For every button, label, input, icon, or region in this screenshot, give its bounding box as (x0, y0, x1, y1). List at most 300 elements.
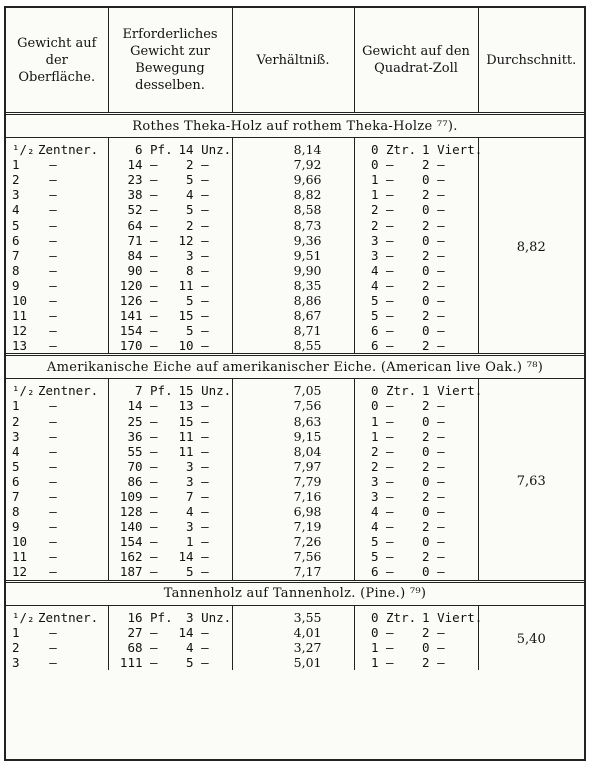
required-weight-cell (108, 278, 232, 293)
required-weight-cell (108, 293, 232, 308)
surface-weight-unit: — (49, 247, 57, 263)
ratio-cell: 7,56 (232, 398, 354, 413)
ounces-value: 15 (178, 413, 194, 429)
square-inch-weight-cell (354, 323, 478, 338)
surface-weight-unit: — (49, 187, 57, 203)
ounces-unit: — (201, 639, 209, 655)
surface-weight-number: 7 (12, 489, 20, 505)
square-inch-weight-cell (354, 489, 478, 504)
zentner-value: 4 (370, 277, 379, 293)
zentner-value: 5 (370, 308, 379, 324)
square-inch-weight-cell (354, 172, 478, 187)
required-weight-cell (108, 474, 232, 489)
square-inch-weight-cell (354, 429, 478, 444)
ounces-value: 2 (186, 157, 194, 173)
viertel-value: 2 (422, 428, 430, 444)
ratio-cell: 7,16 (232, 489, 354, 504)
surface-weight-number: 1 (12, 398, 20, 414)
required-weight-cell (108, 202, 232, 217)
ounces-unit: — (201, 247, 209, 263)
pounds-unit: — (150, 443, 158, 459)
surface-weight-cell (6, 263, 108, 278)
surface-weight-number: 10 (12, 292, 28, 308)
table-row (6, 379, 584, 399)
required-weight-cell (108, 138, 232, 158)
zentner-value: 2 (370, 443, 379, 459)
square-inch-weight-cell (354, 564, 478, 581)
table-row (6, 605, 584, 625)
ratio-cell: 4,01 (232, 625, 354, 640)
surface-weight-cell (6, 625, 108, 640)
zentner-unit: Ztr. (386, 142, 417, 158)
pounds-unit: — (150, 202, 158, 218)
pounds-value: 70 (127, 458, 143, 474)
surface-weight-cell (6, 429, 108, 444)
pounds-value: 128 (119, 504, 143, 520)
ounces-value: 7 (186, 489, 194, 505)
surface-weight-number: 1 (12, 624, 20, 640)
zentner-unit: — (386, 443, 394, 459)
required-weight-cell (108, 217, 232, 232)
square-inch-weight-cell (354, 549, 478, 564)
ratio-cell: 8,71 (232, 323, 354, 338)
viertel-value: 0 (422, 564, 430, 580)
zentner-unit: — (386, 247, 394, 263)
viertel-value: 2 (422, 549, 430, 565)
viertel-unit: — (437, 232, 445, 248)
ounces-value: 3 (186, 458, 194, 474)
surface-weight-number: 11 (12, 549, 28, 565)
surface-weight-cell (6, 564, 108, 581)
viertel-value: 2 (422, 624, 430, 640)
header-average: Durchschnitt. (478, 8, 584, 114)
ounces-value: 3 (186, 609, 194, 625)
square-inch-weight-cell (354, 605, 483, 625)
ounces-unit: — (201, 519, 209, 535)
ounces-unit: — (201, 232, 209, 248)
viertel-unit: — (437, 217, 445, 233)
zentner-unit: — (386, 413, 394, 429)
viertel-unit: — (437, 323, 445, 339)
viertel-unit: — (437, 262, 445, 278)
pounds-value: 14 (127, 157, 143, 173)
square-inch-weight-cell (354, 248, 478, 263)
zentner-value: 0 (370, 624, 379, 640)
required-weight-cell (108, 233, 232, 248)
square-inch-weight-cell (354, 308, 478, 323)
zentner-value: 3 (370, 473, 379, 489)
surface-weight-number: 10 (12, 534, 28, 550)
surface-weight-unit: — (49, 398, 57, 414)
viertel-value: 2 (422, 519, 430, 535)
ounces-unit: — (201, 292, 209, 308)
pounds-unit: — (150, 292, 158, 308)
ounces-value: 5 (186, 202, 194, 218)
pounds-unit: — (150, 564, 158, 580)
header-row (6, 8, 584, 114)
pounds-value: 7 (134, 383, 143, 399)
zentner-value: 1 (370, 413, 379, 429)
zentner-unit: — (386, 232, 394, 248)
zentner-value: 6 (370, 564, 379, 580)
surface-weight-unit: — (49, 473, 57, 489)
surface-weight-cell (6, 549, 108, 564)
surface-weight-cell (6, 379, 108, 399)
ratio-cell: 8,04 (232, 444, 354, 459)
viertel-value: 2 (422, 654, 430, 670)
square-inch-weight-cell (354, 379, 483, 399)
header-weight-per-square-inch: Gewicht auf den Quadrat-Zoll (354, 8, 478, 114)
pounds-unit: — (150, 308, 158, 324)
ratio-cell: 8,86 (232, 293, 354, 308)
zentner-value: 0 (370, 398, 379, 414)
surface-weight-cell (6, 444, 108, 459)
surface-weight-unit: — (49, 172, 57, 188)
surface-weight-number: 13 (12, 338, 28, 354)
pounds-value: 36 (127, 428, 143, 444)
surface-weight-unit: — (49, 564, 57, 580)
surface-weight-cell (6, 534, 108, 549)
viertel-unit: — (437, 564, 445, 580)
ounces-value: 14 (178, 549, 194, 565)
surface-weight-unit: — (49, 534, 57, 550)
pounds-unit: — (150, 398, 158, 414)
ounces-value: 11 (178, 443, 194, 459)
ounces-unit: Unz. (201, 383, 232, 399)
ounces-value: 5 (186, 172, 194, 188)
surface-weight-number: 1 (12, 157, 20, 173)
ounces-unit: — (201, 187, 209, 203)
square-inch-weight-cell (354, 414, 478, 429)
ounces-unit: — (201, 624, 209, 640)
pounds-unit: — (150, 654, 158, 670)
section-title-row (6, 581, 584, 605)
pounds-value: 187 (119, 564, 143, 580)
square-inch-weight-cell (354, 217, 478, 232)
viertel-unit: — (437, 157, 445, 173)
required-weight-cell (108, 429, 232, 444)
ounces-value: 5 (186, 564, 194, 580)
ratio-cell: 7,56 (232, 549, 354, 564)
surface-weight-unit: — (49, 277, 57, 293)
pounds-unit: Pf. (150, 383, 173, 399)
pounds-value: 86 (127, 473, 143, 489)
viertel-value: 0 (422, 202, 430, 218)
surface-weight-number: 9 (12, 519, 20, 535)
surface-weight-number: 5 (12, 217, 20, 233)
pounds-unit: — (150, 413, 158, 429)
required-weight-cell (108, 308, 232, 323)
surface-weight-cell (6, 278, 108, 293)
surface-weight-cell (6, 605, 108, 625)
zentner-value: 1 (370, 428, 379, 444)
surface-weight-number: 5 (12, 458, 20, 474)
ratio-cell: 8,35 (232, 278, 354, 293)
square-inch-weight-cell (354, 338, 478, 355)
zentner-unit: — (386, 458, 394, 474)
pounds-value: 71 (127, 232, 143, 248)
required-weight-cell (108, 248, 232, 263)
surface-weight-number: 4 (12, 202, 20, 218)
surface-weight-number: 2 (12, 413, 20, 429)
pounds-unit: — (150, 187, 158, 203)
required-weight-cell (108, 187, 232, 202)
ounces-unit: — (201, 489, 209, 505)
ounces-unit: — (201, 262, 209, 278)
pounds-value: 126 (119, 292, 143, 308)
surface-weight-number: 3 (12, 654, 20, 670)
viertel-value: 2 (422, 157, 430, 173)
friction-table-page (4, 6, 586, 761)
square-inch-weight-cell (354, 263, 478, 278)
square-inch-weight-cell (354, 519, 478, 534)
zentner-value: 6 (370, 323, 379, 339)
surface-weight-unit: — (49, 413, 57, 429)
zentner-unit: — (386, 338, 394, 354)
ratio-cell: 9,36 (232, 233, 354, 248)
ounces-unit: Unz. (201, 142, 232, 158)
surface-weight-cell (6, 202, 108, 217)
viertel-value: 2 (422, 277, 430, 293)
surface-weight-cell (6, 474, 108, 489)
surface-weight-cell (6, 308, 108, 323)
ounces-value: 5 (186, 654, 194, 670)
surface-weight-cell (6, 519, 108, 534)
ounces-value: 8 (186, 262, 194, 278)
surface-weight-number: 11 (12, 308, 28, 324)
surface-weight-number: 2 (12, 639, 20, 655)
required-weight-cell (108, 489, 232, 504)
ounces-value: 14 (178, 142, 194, 158)
zentner-value: 6 (370, 338, 379, 354)
viertel-value: 0 (422, 413, 430, 429)
surface-weight-cell (6, 172, 108, 187)
surface-weight-number: 8 (12, 504, 20, 520)
surface-weight-unit: — (49, 338, 57, 354)
zentner-unit: Ztr. (386, 609, 417, 625)
zentner-unit: — (386, 489, 394, 505)
square-inch-weight-cell (354, 444, 478, 459)
surface-weight-unit: — (49, 232, 57, 248)
pounds-unit: — (150, 157, 158, 173)
surface-weight-unit: — (49, 443, 57, 459)
viertel-value: 0 (422, 473, 430, 489)
required-weight-cell (108, 640, 232, 655)
required-weight-cell (108, 263, 232, 278)
surface-weight-number: 12 (12, 564, 28, 580)
square-inch-weight-cell (354, 233, 478, 248)
zentner-unit: — (386, 639, 394, 655)
ounces-unit: — (201, 654, 209, 670)
zentner-value: 1 (370, 639, 379, 655)
zentner-value: 0 (370, 157, 379, 173)
surface-weight-unit: — (49, 217, 57, 233)
table-row (6, 138, 584, 158)
pounds-value: 16 (127, 609, 143, 625)
surface-weight-cell (6, 248, 108, 263)
surface-weight-cell (6, 323, 108, 338)
viertel-unit: — (437, 413, 445, 429)
ratio-cell: 8,63 (232, 414, 354, 429)
pounds-value: 52 (127, 202, 143, 218)
ounces-value: 4 (186, 639, 194, 655)
pounds-value: 27 (127, 624, 143, 640)
pounds-unit: — (150, 504, 158, 520)
pounds-value: 90 (127, 262, 143, 278)
zentner-value: 1 (370, 187, 379, 203)
ratio-cell: 9,15 (232, 429, 354, 444)
ounces-unit: — (201, 564, 209, 580)
viertel-value: 1 (422, 142, 430, 158)
required-weight-cell (108, 504, 232, 519)
zentner-unit: Ztr. (386, 383, 417, 399)
pounds-unit: — (150, 428, 158, 444)
viertel-value: 1 (422, 383, 430, 399)
square-inch-weight-cell (354, 398, 478, 413)
zentner-unit: — (386, 323, 394, 339)
surface-weight-cell (6, 338, 108, 355)
viertel-value: 0 (422, 504, 430, 520)
surface-weight-number: 8 (12, 262, 20, 278)
surface-weight-unit: — (49, 489, 57, 505)
required-weight-cell (108, 172, 232, 187)
surface-weight-cell (6, 414, 108, 429)
ratio-cell: 8,58 (232, 202, 354, 217)
viertel-unit: — (437, 624, 445, 640)
pounds-unit: Pf. (150, 142, 173, 158)
viertel-unit: — (437, 428, 445, 444)
surface-weight-unit: Zentner. (38, 383, 99, 399)
ounces-unit: — (201, 323, 209, 339)
square-inch-weight-cell (354, 202, 478, 217)
zentner-value: 3 (370, 232, 379, 248)
viertel-value: 2 (422, 338, 430, 354)
ratio-cell: 7,05 (232, 379, 354, 399)
ratio-cell: 7,26 (232, 534, 354, 549)
pounds-unit: — (150, 519, 158, 535)
zentner-unit: — (386, 398, 394, 414)
ratio-cell: 3,55 (232, 605, 354, 625)
zentner-value: 2 (370, 217, 379, 233)
surface-weight-unit: — (49, 654, 57, 670)
zentner-unit: — (386, 428, 394, 444)
viertel-unit: — (437, 458, 445, 474)
ratio-cell: 7,17 (232, 564, 354, 581)
viertel-value: 2 (422, 217, 430, 233)
zentner-unit: — (386, 519, 394, 535)
square-inch-weight-cell (354, 474, 478, 489)
surface-weight-number: 3 (12, 428, 20, 444)
zentner-unit: — (386, 654, 394, 670)
required-weight-cell (108, 519, 232, 534)
pounds-unit: Pf. (150, 609, 173, 625)
viertel-unit: Viert. (437, 142, 483, 158)
zentner-value: 2 (370, 458, 379, 474)
pounds-value: 154 (119, 534, 143, 550)
surface-weight-cell (6, 217, 108, 232)
zentner-unit: — (386, 262, 394, 278)
friction-table (6, 8, 584, 670)
required-weight-cell (108, 444, 232, 459)
ounces-value: 4 (186, 187, 194, 203)
required-weight-cell (108, 323, 232, 338)
pounds-value: 84 (127, 247, 143, 263)
viertel-unit: — (437, 473, 445, 489)
required-weight-cell (108, 625, 232, 640)
zentner-value: 0 (370, 609, 379, 625)
ratio-cell: 8,14 (232, 138, 354, 158)
zentner-unit: — (386, 157, 394, 173)
viertel-unit: — (437, 202, 445, 218)
viertel-unit: — (437, 277, 445, 293)
viertel-unit: — (437, 247, 445, 263)
viertel-value: 0 (422, 232, 430, 248)
pounds-value: 14 (127, 398, 143, 414)
square-inch-weight-cell (354, 157, 478, 172)
zentner-unit: — (386, 187, 394, 203)
ratio-cell: 5,01 (232, 655, 354, 670)
pounds-value: 162 (119, 549, 143, 565)
zentner-unit: — (386, 564, 394, 580)
zentner-unit: — (386, 534, 394, 550)
ounces-unit: — (201, 504, 209, 520)
viertel-value: 1 (422, 609, 430, 625)
ounces-unit: — (201, 534, 209, 550)
zentner-unit: — (386, 504, 394, 520)
ounces-value: 15 (178, 383, 194, 399)
ounces-value: 3 (186, 519, 194, 535)
ounces-unit: — (201, 473, 209, 489)
zentner-value: 4 (370, 519, 379, 535)
pounds-unit: — (150, 277, 158, 293)
required-weight-cell (108, 655, 232, 670)
surface-weight-cell (6, 459, 108, 474)
pounds-unit: — (150, 534, 158, 550)
average-cell: 7,63 (516, 473, 546, 489)
ounces-unit: — (201, 308, 209, 324)
ounces-value: 12 (178, 232, 194, 248)
zentner-unit: — (386, 292, 394, 308)
zentner-value: 5 (370, 534, 379, 550)
surface-weight-unit: — (49, 292, 57, 308)
viertel-unit: — (437, 504, 445, 520)
ounces-unit: — (201, 458, 209, 474)
pounds-unit: — (150, 549, 158, 565)
surface-weight-number: 6 (12, 232, 20, 248)
required-weight-cell (108, 459, 232, 474)
surface-weight-unit: — (49, 519, 57, 535)
viertel-value: 2 (422, 247, 430, 263)
viertel-unit: — (437, 639, 445, 655)
square-inch-weight-cell (354, 534, 478, 549)
ounces-unit: Unz. (201, 609, 232, 625)
ounces-unit: — (201, 398, 209, 414)
ratio-cell: 7,97 (232, 459, 354, 474)
pounds-value: 154 (119, 323, 143, 339)
zentner-value: 4 (370, 262, 379, 278)
section-title: Amerikanische Eiche auf amerikanischer Eiche. (American live Oak.) ⁷⁸) (6, 355, 584, 379)
pounds-value: 111 (119, 654, 143, 670)
section-title-row (6, 114, 584, 138)
required-weight-cell (108, 379, 232, 399)
ounces-value: 14 (178, 624, 194, 640)
ratio-cell: 9,51 (232, 248, 354, 263)
pounds-unit: — (150, 262, 158, 278)
pounds-value: 23 (127, 172, 143, 188)
ounces-value: 13 (178, 398, 194, 414)
viertel-value: 0 (422, 292, 430, 308)
surface-weight-unit: — (49, 202, 57, 218)
